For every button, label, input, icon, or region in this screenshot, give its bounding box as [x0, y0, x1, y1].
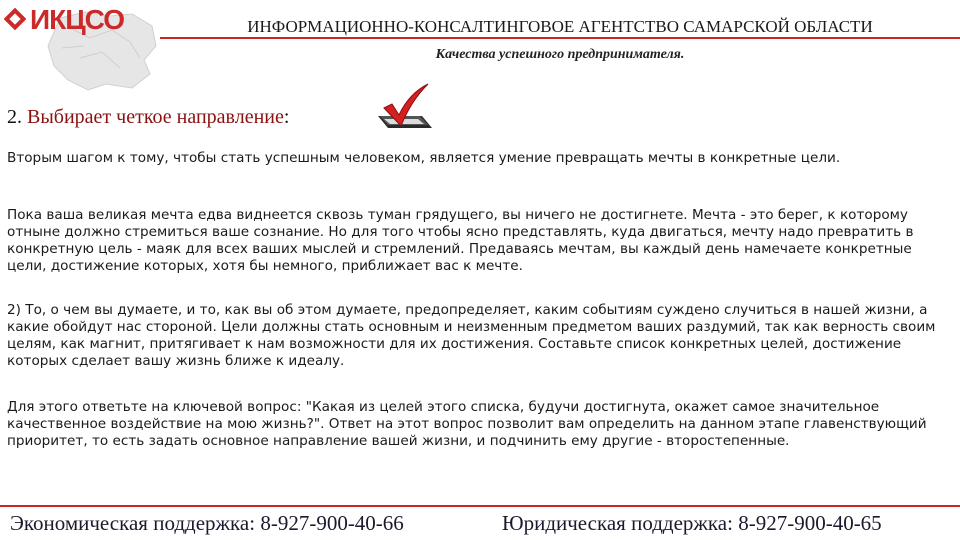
section-title: Выбирает четкое направление — [27, 106, 284, 128]
paragraph-goals: 2) То, о чем вы думаете, и то, как вы об этом думаете, предопределяет, каким событиям суждено случиться в нашей жизни, а какие обойдут нас стороной. Цели должны стать основным и неизменным предметом ваших раздумий, так как верность своим целям, как магнит, притягивает к нам возможности для их достижения. Составьте список конкретных целей, достижение которых сделает вашу жизнь ближе к идеалу. — [7, 302, 936, 369]
section-heading — [7, 106, 289, 129]
logo-text: ИКЦСО — [30, 4, 124, 35]
agency-logo-icon — [4, 8, 26, 30]
checkmark-icon — [372, 82, 434, 137]
paragraph-key-question: Для этого ответьте на ключевой вопрос: "Какая из целей этого списка, будучи достигнута, окажет самое значительное качественное воздействие на мою жизнь?". Ответ на этот вопрос позволит вам определить на данном этапе главенствующий приоритет, то есть задать основное направление вашей жизни, и подчинить ему другие - второстепенные. — [7, 399, 927, 449]
header-divider — [160, 37, 960, 39]
economic-support-contact: Экономическая поддержка: 8-927-900-40-66 — [10, 511, 404, 535]
legal-support-contact: Юридическая поддержка: 8-927-900-40-65 — [502, 511, 882, 535]
paragraph-intro: Вторым шагом к тому, чтобы стать успешным человеком, является умение превращать мечты в конкретные цели. — [7, 150, 841, 166]
organization-title: ИНФОРМАЦИОННО-КОНСАЛТИНГОВОЕ АГЕНТСТВО САМАРСКОЙ ОБЛАСТИ — [247, 17, 873, 36]
slide-subtitle: Качества успешного предпринимателя. — [435, 47, 685, 62]
section-number: 2. — [7, 106, 22, 128]
paragraph-dream: Пока ваша великая мечта едва виднеется сквозь туман грядущего, вы ничего не достигнете. Мечта - это берег, к которому отныне должно стремиться ваше сознание. Но для того чтобы ясно представлять, куда двигаться, мечту надо превратить в конкретную цель - маяк для всех ваших мыслей и стремлений. Предаваясь мечтам, вы каждый день намечаете конкретные цели, достижение которых, хотя бы немного, приближает вас к мечте. — [7, 207, 914, 274]
footer-divider — [0, 505, 960, 507]
section-colon: : — [283, 106, 290, 128]
agency-logo — [0, 0, 165, 95]
